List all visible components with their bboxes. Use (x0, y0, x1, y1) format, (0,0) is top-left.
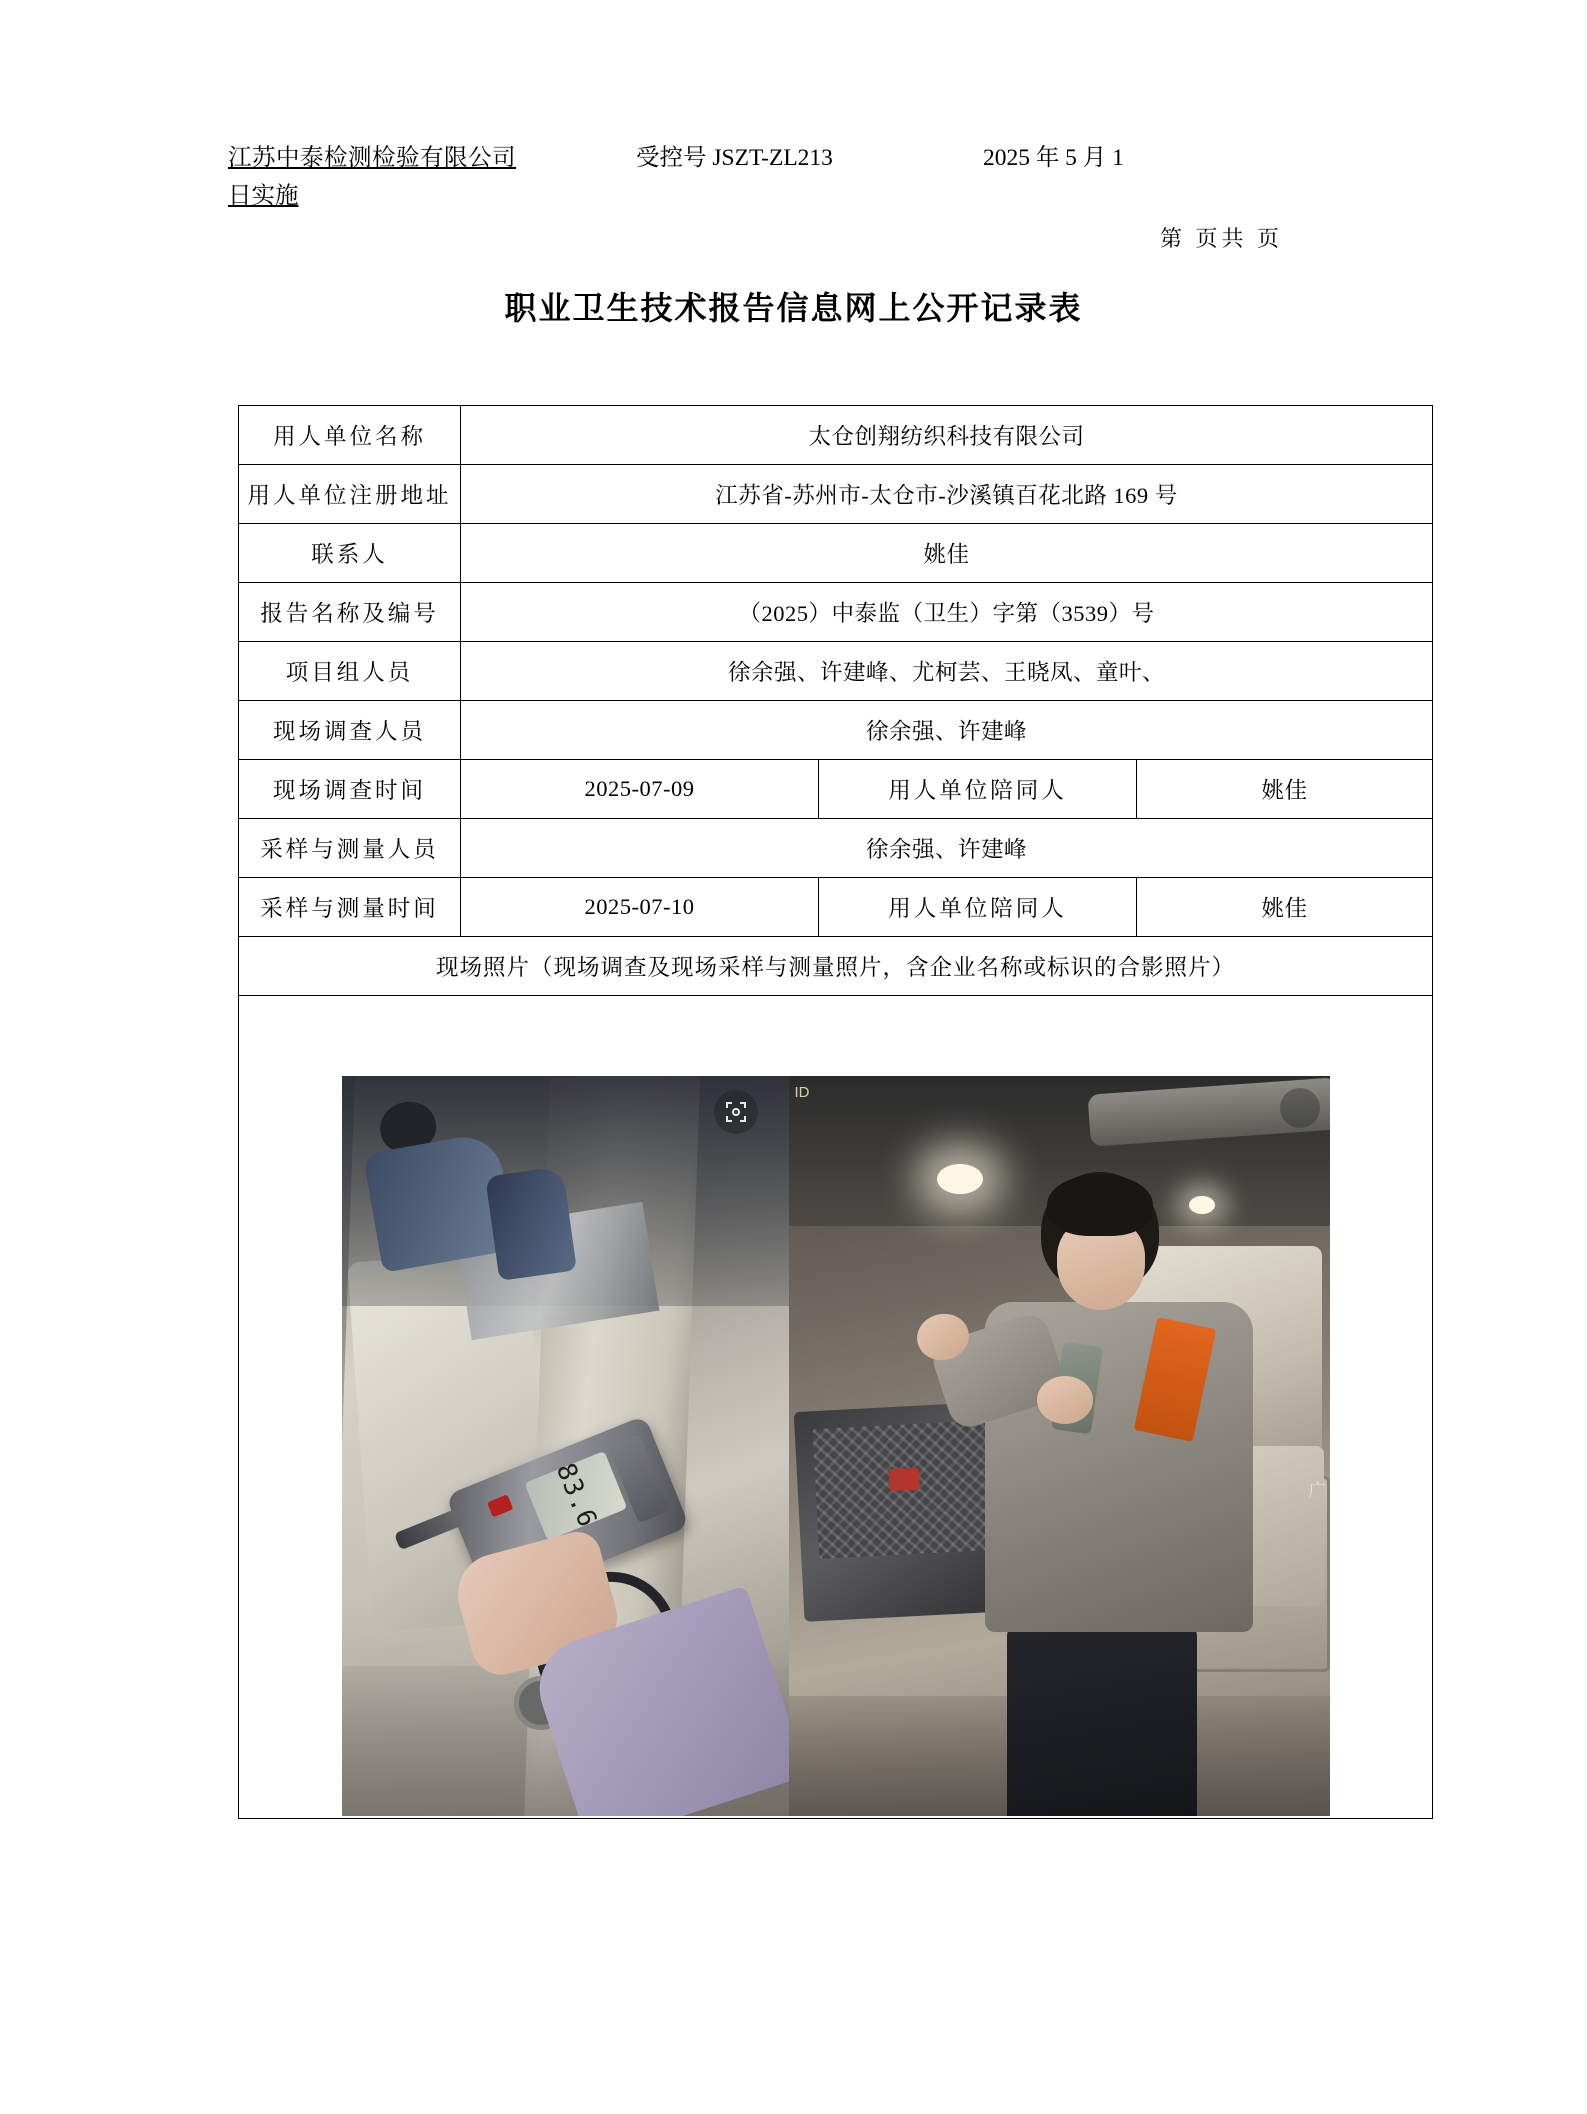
photo-side-text: 广 (1308, 1481, 1326, 1500)
row-value-sampling-time: 2025-07-10 (461, 878, 819, 937)
row-label-sampling-escort: 用人单位陪同人 (819, 878, 1137, 937)
row-value-sampling-staff: 徐余强、许建峰 (461, 819, 1433, 878)
table-row (239, 760, 1433, 819)
row-label-survey-escort: 用人单位陪同人 (819, 760, 1137, 819)
header-company-name: 江苏中泰检测检验有限公司 (228, 145, 516, 171)
photo-machine-indicator (888, 1468, 919, 1492)
table-row (239, 465, 1433, 524)
photo-ceiling-lamp-secondary (1189, 1196, 1215, 1214)
table-row (239, 524, 1433, 583)
header-control-number: 受控号 JSZT-ZL213 (636, 145, 833, 171)
row-label-employer-name: 用人单位名称 (239, 406, 461, 465)
table-row (239, 937, 1433, 996)
photo-worker-sampling (789, 1076, 1330, 1816)
photo-wrapper (245, 998, 1426, 1816)
row-value-employer-name: 太仓创翔纺织科技有限公司 (461, 406, 1433, 465)
row-label-project-team: 项目组人员 (239, 642, 461, 701)
meter-reading-value: 83.6 (549, 1459, 602, 1533)
photo-noise-measurement (342, 1076, 789, 1816)
row-value-project-team: 徐余强、许建峰、尤柯芸、王晓凤、童叶、 (461, 642, 1433, 701)
table-row (239, 819, 1433, 878)
table-row (239, 583, 1433, 642)
header-line-1 (228, 142, 1358, 174)
row-value-report-name-number: （2025）中泰监（卫生）字第（3539）号 (461, 583, 1433, 642)
photo-badge-label: ID (794, 1084, 810, 1101)
table-row (239, 701, 1433, 760)
photo-meter-display (524, 1451, 627, 1541)
page-number: 第 页共 页 (1160, 226, 1284, 251)
row-label-sampling-time: 采样与测量时间 (239, 878, 461, 937)
row-label-survey-staff: 现场调查人员 (239, 701, 461, 760)
table-row-photos (239, 996, 1433, 1819)
document-header (228, 142, 1358, 210)
table-row (239, 878, 1433, 937)
photo-person-hair (1047, 1174, 1153, 1236)
photo-section-header: 现场照片（现场调查及现场采样与测量照片，含企业名称或标识的合影照片） (239, 937, 1433, 996)
row-value-registered-address: 江苏省-苏州市-太仓市-沙溪镇百花北路 169 号 (461, 465, 1433, 524)
row-label-survey-time: 现场调查时间 (239, 760, 461, 819)
photo-pair (342, 1076, 1330, 1816)
row-value-survey-staff: 徐余强、许建峰 (461, 701, 1433, 760)
table-row (239, 406, 1433, 465)
row-value-contact-person: 姚佳 (461, 524, 1433, 583)
more-options-icon[interactable] (1280, 1088, 1320, 1128)
photo-ceiling-lamp (937, 1164, 983, 1194)
row-label-report-name-number: 报告名称及编号 (239, 583, 461, 642)
row-value-survey-escort: 姚佳 (1137, 760, 1433, 819)
header-effective-date: 2025 年 5 月 1 (982, 145, 1124, 171)
record-table (238, 405, 1433, 1819)
photo-person-legs (1007, 1624, 1197, 1816)
row-label-registered-address: 用人单位注册地址 (239, 465, 461, 524)
photo-person-hand-right (1037, 1376, 1093, 1424)
scan-frame-icon[interactable] (714, 1090, 758, 1134)
photo-worker-second (485, 1166, 577, 1281)
row-value-sampling-escort: 姚佳 (1137, 878, 1433, 937)
table-row (239, 642, 1433, 701)
row-value-survey-time: 2025-07-09 (461, 760, 819, 819)
row-label-sampling-staff: 采样与测量人员 (239, 819, 461, 878)
page-title: 职业卫生技术报告信息网上公开记录表 (504, 290, 1083, 326)
header-effective-date-cont: 日实施 (228, 183, 299, 209)
photo-meter-label (486, 1494, 512, 1517)
photo-cell (239, 996, 1433, 1819)
row-label-contact-person: 联系人 (239, 524, 461, 583)
